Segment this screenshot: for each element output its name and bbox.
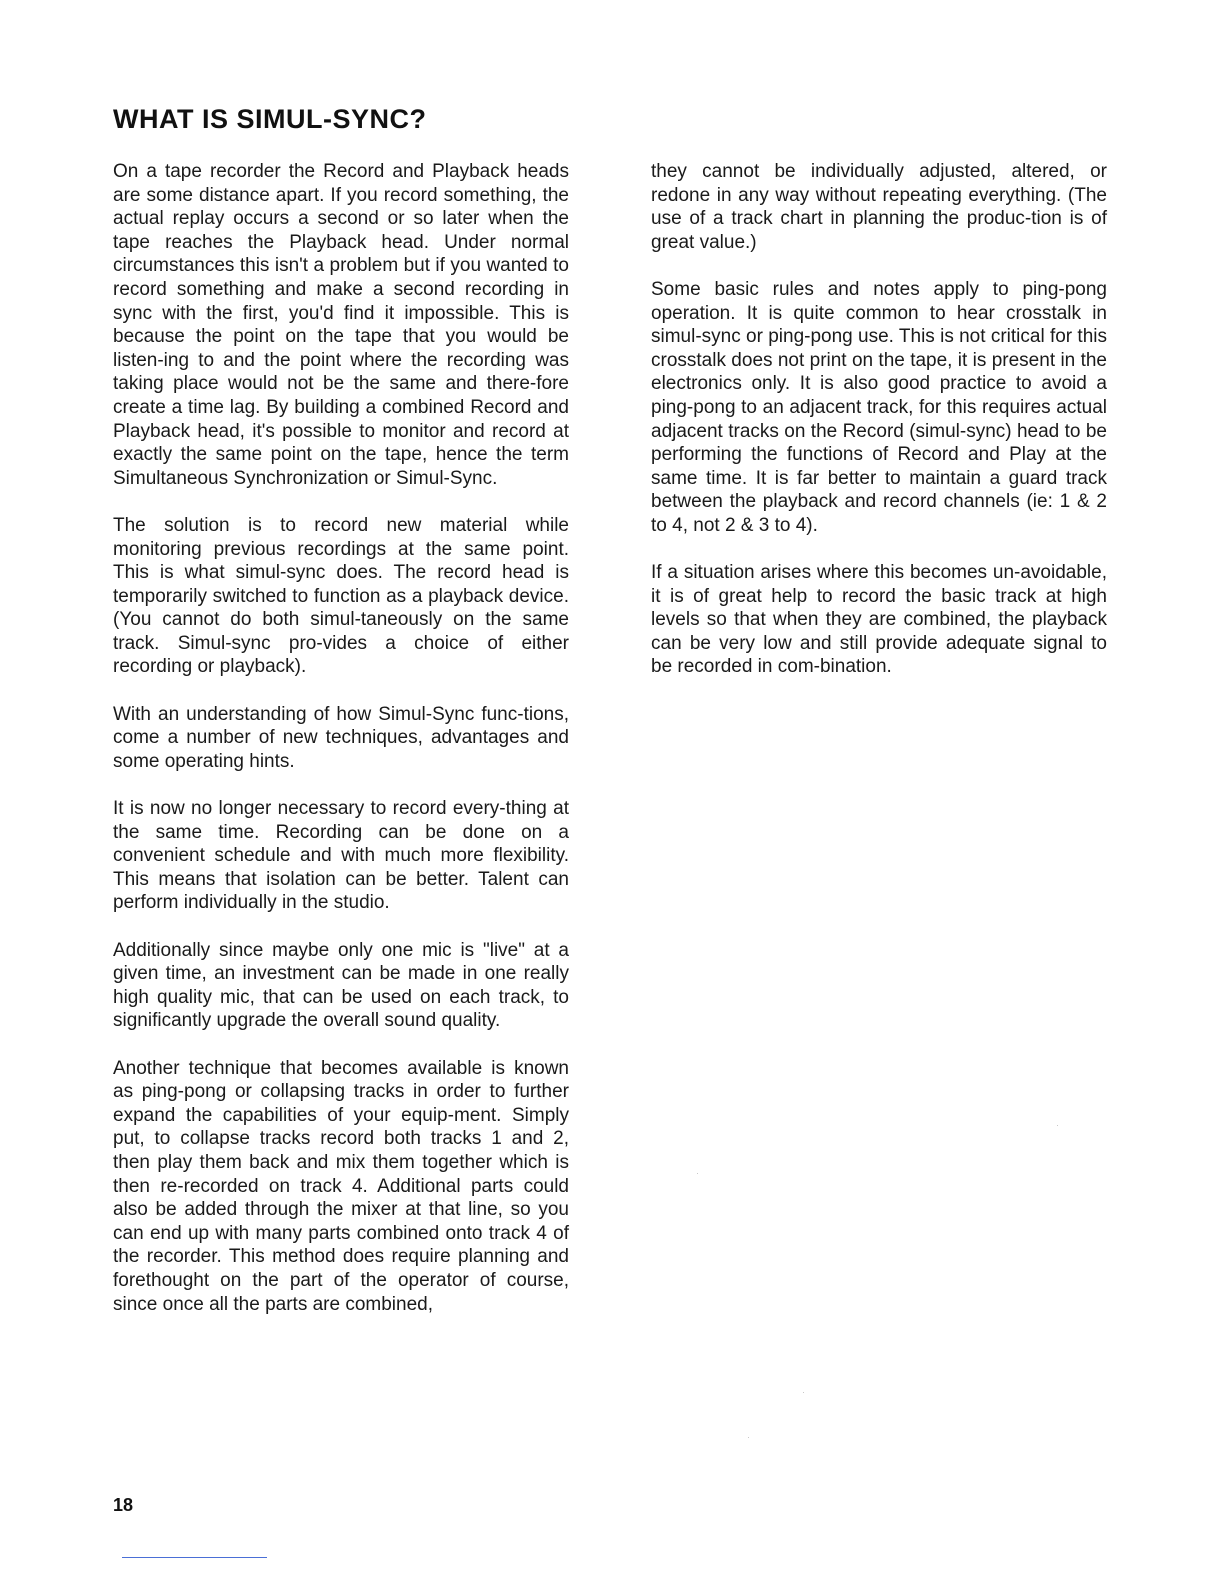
- right-column: [651, 160, 1107, 703]
- page-number: 18: [113, 1495, 134, 1515]
- paragraph: Some basic rules and notes apply to ping-pong operation. It is quite common to hear crosstalk in simul-sync or ping-pong use. This is not critical for this crosstalk does not print on the tape, it is present in the electronics only. It is also good practice to avoid a ping-pong to an adjacent track, for this requires actual adjacent tracks on the Record (simul-sync) head to be performing the functions of Record and Play at the same time. It is far better to maintain a guard track between the playback and record channels (ie: 1 & 2 to 4, not 2 & 3 to 4).: [651, 278, 1107, 536]
- paragraph: they cannot be individually adjusted, altered, or redone in any way without repeating everything. (The use of a track chart in planning the produc-tion is of great value.): [651, 161, 1107, 253]
- page-title: WHAT IS SIMUL-SYNC?: [113, 104, 427, 134]
- paragraph: If a situation arises where this becomes un-avoidable, it is of great help to record the basic track at high levels so that when they are combined, the playback can be very low and still provide adequate signal to be recorded in com-bination.: [651, 562, 1107, 678]
- paragraph: It is now no longer necessary to record every-thing at the same time. Recording can be done on a convenient schedule and with much more flexibility. This means that isolation can be better. Talent can perform individually in the studio.: [113, 798, 569, 914]
- paragraph: Additionally since maybe only one mic is "live" at a given time, an investment can be made in one really high quality mic, that can be used on each track, to significantly upgrade the overall sound quality.: [113, 939, 569, 1032]
- paragraph: With an understanding of how Simul-Sync func-tions, come a number of new techniques, advantages and some operating hints.: [113, 703, 569, 772]
- scan-speck: [697, 1173, 698, 1174]
- paragraph: Another technique that becomes available is known as ping-pong or collapsing tracks in order to further expand the capabilities of your equip-ment. Simply put, to collapse tracks record both tracks 1 and 2, then play them back and mix them together which is then re-recorded on track 4. Additional parts could also be added through the mixer at that line, so you can end up with many parts combined onto track 4 of the recorder. This method does require planning and forethought on the part of the operator of course, since once all the parts are combined,: [113, 1057, 569, 1315]
- paragraph: The solution is to record new material while monitoring previous recordings at the same point. This is what simul-sync does. The record head is temporarily switched to function as a playback device. (You cannot do both simul-taneously on the same track. Simul-sync pro-vides a choice of either recording or playback).: [113, 514, 569, 678]
- scan-speck: [748, 1437, 749, 1438]
- bottom-rule: [122, 1557, 267, 1558]
- left-column: [113, 160, 569, 1340]
- scan-speck: [1057, 1125, 1058, 1126]
- paragraph: On a tape recorder the Record and Playback heads are some distance apart. If you record something, the actual replay occurs a second or so later when the tape reaches the Playback head. Under normal circumstances this isn't a problem but if you wanted to record something and make a second recording in sync with the first, you'd find it impossible. This is because the point on the tape that you would be listen-ing to and the point where the recording was taking place would not be the same and there-fore create a time lag. By building a combined Record and Playback head, it's possible to monitor and record at exactly the same point on the tape, hence the term Simultaneous Synchronization or Simul-Sync.: [113, 161, 569, 489]
- scan-speck: [803, 1392, 804, 1393]
